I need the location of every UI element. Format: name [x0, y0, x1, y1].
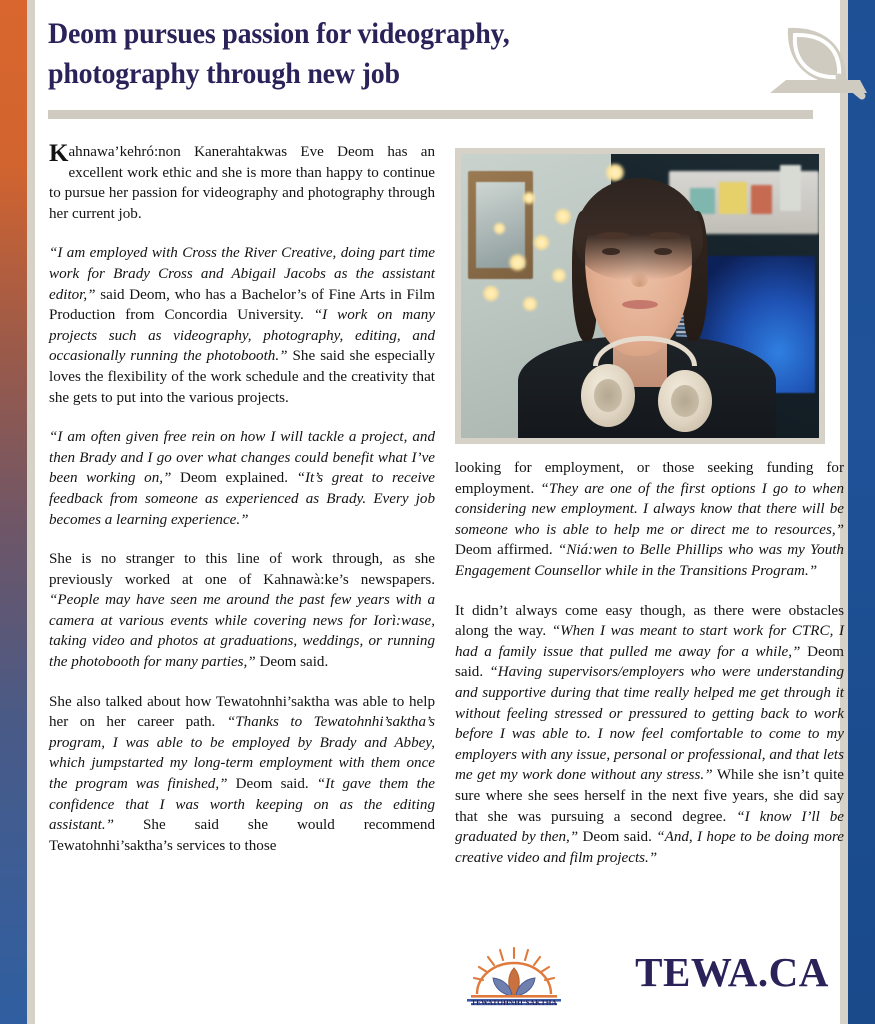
body-text: It didn’t always come easy though, as there were obstacles along the way.	[455, 602, 844, 640]
body-text: Deom said.	[227, 776, 317, 793]
photo-light-8	[493, 222, 506, 235]
body-text: Deom affirmed.	[455, 542, 558, 559]
article-paragraph	[49, 142, 435, 224]
quoted-text: “I am often given free rein on how I will tackle a project, and then Brady and I go over what changes could benefit what I’ve been working on,”	[49, 429, 435, 487]
body-text: She said she especially loves the flexibility of the work schedule and the creativity that she gets to put into the various projects.	[49, 348, 436, 406]
body-text: Deom said.	[455, 643, 844, 681]
quoted-text: “Niá:wen to Belle Phillips who was my Youth Engagement Counsellor while in the Transitions Program.”	[455, 542, 844, 579]
right-edge-blue-band	[848, 0, 875, 1024]
photo-light-4	[533, 234, 551, 251]
quoted-text: “They are one of the first options I go to when considering new employment. I always know that there will be someone who is able to help me or direct me to resources,”	[455, 480, 844, 538]
headline-line-2: photography through new job	[48, 57, 400, 90]
photo-brow-right	[649, 232, 681, 239]
left-edge-gradient-band	[0, 0, 27, 1024]
article-sheet	[35, 0, 844, 1024]
body-text: looking for employment, or those seeking funding for employment.	[455, 460, 844, 497]
article-paragraph	[455, 458, 844, 582]
article-photo-frame	[455, 148, 825, 444]
quoted-text: “And, I hope to be doing more creative video and film projects.”	[455, 829, 844, 866]
photo-light-3	[522, 296, 538, 312]
headphone-cup-left	[581, 364, 635, 426]
photo-shelf-item-4	[780, 165, 801, 210]
article-photo	[461, 154, 819, 438]
quoted-text: “Thanks to Tewatohnhi’saktha’s program, I was able to be employed by Brady and Abbey, which jumpstarted my long-term employment with them once the program was finished,”	[49, 714, 435, 793]
photo-shelf-item-3	[751, 185, 772, 213]
article-paragraph	[49, 692, 435, 857]
article-column-right	[455, 458, 844, 868]
quoted-text: “I am employed with Cross the River Creative, doing part time work for Brady Cross and Abigail Jacobs as the assistant editor,”	[49, 245, 435, 303]
body-text: She said she would recommend Tewatohnhi’saktha’s services to those	[49, 817, 435, 854]
body-text: While she isn’t quite sure where she sees herself in the next five years, she did say that she was pursuing a second degree.	[455, 767, 844, 825]
body-text: said Deom, who has a Bachelor’s of Fine Arts in Film Production from Concordia University.	[49, 286, 435, 324]
page-footer	[35, 940, 840, 1024]
body-text: Deom said.	[578, 829, 657, 846]
body-text: She also talked about how Tewatohnhi’saktha was able to help her on her career path.	[49, 693, 435, 731]
quoted-text: “It’s great to receive feedback from someone as experienced as Brady. Every job becomes a learning experience.”	[49, 470, 435, 528]
website-wordmark[interactable]: TEWA.CA	[635, 949, 829, 995]
title-divider-bar	[48, 110, 813, 119]
photo-light-1	[482, 285, 500, 302]
left-edge-beige-strip	[27, 0, 35, 1024]
article-column-left	[49, 142, 435, 856]
photo-light-6	[554, 208, 572, 225]
body-text: Deom said.	[255, 654, 329, 671]
quoted-text: “When I was meant to start work for CTRC, I had a family issue that pulled me away for a while,”	[455, 623, 844, 660]
article-paragraph	[49, 427, 435, 530]
page-title	[48, 14, 690, 94]
body-text: Deom explained.	[171, 470, 297, 487]
photo-light-2	[508, 253, 528, 271]
headline-line-1: Deom pursues passion for videography,	[48, 17, 510, 50]
photo-brow-left	[597, 232, 629, 239]
body-text: ahnawa’kehró:non Kanerahtakwas Eve Deom has an excellent work ethic and she is more than happy to continue to pursue her passion for videography and photography through her current job.	[49, 144, 435, 222]
article-paragraph	[49, 243, 435, 408]
quoted-text: “People may have seen me around the past few years with a camera at various events while covering news for Iorì:wase, taking video and photos at graduations, weddings, or running the photobooth for many parties,”	[49, 592, 435, 671]
quoted-text: “I know I’ll be graduated by then,”	[455, 808, 844, 846]
drop-cap: K	[49, 140, 69, 167]
quoted-text: “It gave them the confidence that I was worth keeping on as the editing assistant.”	[49, 776, 435, 834]
headphone-cup-right	[658, 370, 712, 432]
leaf-icon	[768, 18, 868, 118]
logo-caption: TEWATOHNHI’SAKTHA	[471, 998, 557, 1007]
quoted-text: “Having supervisors/employers who were understanding and supportive during that time really helped me get through it without feeling stressed or pressured to getting back to work before I was able to. I now feel comfortable to come to my employers with any issue, personal or professional, and that lets me get my work done without any stress.”	[455, 664, 844, 784]
body-text: She is no stranger to this line of work through, as she previously worked at one of Kahnawà:ke’s newspapers.	[49, 551, 435, 588]
photo-shelf-item-2	[719, 182, 748, 213]
quoted-text: “I work on many projects such as videography, photography, editing, and occasionally running the photobooth.”	[49, 307, 436, 365]
photo-light-5	[551, 268, 567, 284]
article-paragraph	[49, 549, 435, 673]
article-paragraph	[455, 601, 844, 869]
